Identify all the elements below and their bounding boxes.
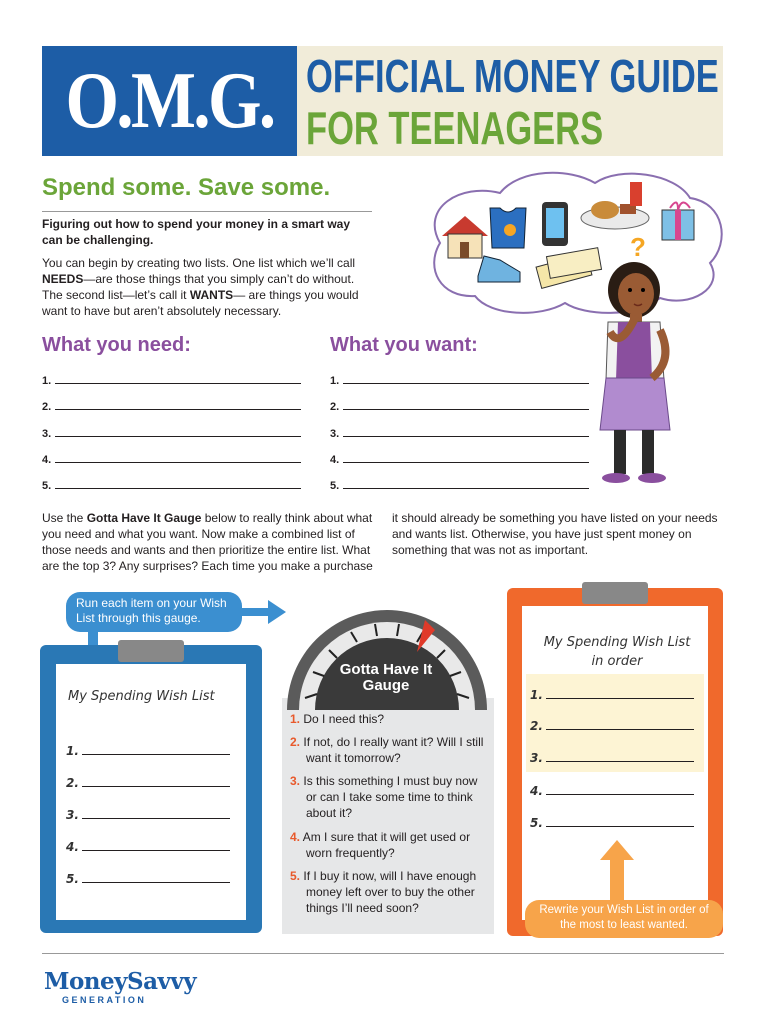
logo-subtext: GENERATION xyxy=(62,995,147,1005)
gauge-name: Gotta Have It Gauge xyxy=(86,511,202,525)
girl-illustration xyxy=(590,260,680,490)
question-num: 1. xyxy=(290,712,301,726)
ordered-num: 5. xyxy=(530,816,543,830)
wish-line-3[interactable] xyxy=(66,808,230,822)
wish-line-5[interactable] xyxy=(66,872,230,886)
run-gauge-callout: Run each item on your Wish List through this gauge. xyxy=(66,592,242,632)
question-text: Do I need this? xyxy=(303,712,385,726)
page-subtitle: Spend some. Save some. xyxy=(42,174,331,201)
gauge-text-2: below to really think about what you need and what you want. Now make a combined list of those needs and wants and then prioritize the entire list. What are the top 3? Any surprises? Each time you make a purchase xyxy=(42,511,373,573)
needs-num: 3. xyxy=(42,428,52,440)
needs-line-3[interactable] xyxy=(42,427,301,440)
gauge-text-1: Use the xyxy=(42,511,87,525)
question-text: If not, do I really want it? Will I still want it tomorrow? xyxy=(303,735,484,765)
needs-line-1[interactable] xyxy=(42,374,301,387)
needs-line-2[interactable] xyxy=(42,400,301,413)
wants-num: 2. xyxy=(330,401,340,413)
phone-icon xyxy=(542,202,568,246)
intro-text-3: — are things you would want to have but aren’t absolutely necessary. xyxy=(42,288,359,318)
wants-num: 1. xyxy=(330,375,340,387)
gauge-label xyxy=(330,662,442,694)
ordered-title-line1: My Spending Wish List xyxy=(543,635,691,650)
needs-num: 1. xyxy=(42,375,52,387)
question-text: Is this something I must buy now or can I take some time to think about it? xyxy=(303,774,478,820)
wish-num: 5. xyxy=(66,872,79,886)
thought-bubble-illustration xyxy=(420,168,730,318)
wish-num: 4. xyxy=(66,840,79,854)
needs-num: 4. xyxy=(42,454,52,466)
needs-title: What you need: xyxy=(42,334,191,356)
gauge-question-2 xyxy=(290,734,490,766)
header-title-line2: FOR TEENAGERS xyxy=(306,102,604,154)
ordered-line-2[interactable] xyxy=(530,719,694,733)
ordered-num: 2. xyxy=(530,719,543,733)
gauge-label-line2: Gauge xyxy=(362,677,410,694)
question-num: 5. xyxy=(290,869,301,883)
question-text: If I buy it now, will I have enough money left over to buy the other things I’ll need soon? xyxy=(303,869,477,915)
ordered-num: 1. xyxy=(530,688,543,702)
header-title-line1: OFFICIAL MONEY GUIDE xyxy=(306,50,719,102)
wish-list-title: My Spending Wish List xyxy=(68,689,215,704)
gauge-question-1 xyxy=(290,711,490,727)
wish-line-2[interactable] xyxy=(66,776,230,790)
wants-title: What you want: xyxy=(330,334,478,356)
wish-line-1[interactable] xyxy=(66,744,230,758)
wish-num: 2. xyxy=(66,776,79,790)
ordered-line-1[interactable] xyxy=(530,688,694,702)
arrow-up-icon xyxy=(600,840,634,904)
wants-line-3[interactable] xyxy=(330,427,589,440)
divider xyxy=(42,211,372,212)
intro-paragraph xyxy=(42,255,372,319)
wants-num: 5. xyxy=(330,480,340,492)
needs-line-5[interactable] xyxy=(42,479,301,492)
ordered-list-title xyxy=(532,633,702,671)
ordered-title-line2: in order xyxy=(591,654,643,669)
clipboard-clip-icon xyxy=(118,640,184,662)
omg-title: O.M.G. xyxy=(65,57,274,145)
needs-num: 5. xyxy=(42,480,52,492)
wants-line-4[interactable] xyxy=(330,453,589,466)
question-text: Am I sure that it will get used or worn frequently? xyxy=(302,830,471,860)
needs-num: 2. xyxy=(42,401,52,413)
wants-num: 4. xyxy=(330,454,340,466)
wants-term: WANTS xyxy=(189,288,234,302)
intro-text-2: —are those things that you simply can’t do without. The second list—let’s call it xyxy=(42,272,355,302)
gauge-label-line1: Gotta Have It xyxy=(339,661,433,678)
ordered-line-3[interactable] xyxy=(530,751,694,765)
question-num: 4. xyxy=(290,830,301,844)
ordered-num: 3. xyxy=(530,751,543,765)
ordered-num: 4. xyxy=(530,784,543,798)
jersey-icon xyxy=(490,208,526,248)
ordered-line-4[interactable] xyxy=(530,784,694,798)
gauge-instructions-col2: it should already be something you have listed on your needs and wants list. Otherwise, you have just spent money on something that was not as important. xyxy=(392,511,718,557)
wants-num: 3. xyxy=(330,428,340,440)
wants-line-5[interactable] xyxy=(330,479,589,492)
wants-line-2[interactable] xyxy=(330,400,589,413)
needs-line-4[interactable] xyxy=(42,453,301,466)
wish-line-4[interactable] xyxy=(66,840,230,854)
clipboard-clip-icon xyxy=(582,582,648,604)
lead-paragraph: Figuring out how to spend your money in a smart way can be challenging. xyxy=(42,217,351,247)
wants-line-1[interactable] xyxy=(330,374,589,387)
footer-divider xyxy=(42,953,724,954)
rewrite-callout: Rewrite your Wish List in order of the most to least wanted. xyxy=(525,900,723,938)
ordered-line-5[interactable] xyxy=(530,816,694,830)
wish-num: 3. xyxy=(66,808,79,822)
gauge-question-4 xyxy=(290,829,490,861)
gauge-instructions-col1 xyxy=(42,510,377,574)
gauge-question-5 xyxy=(290,868,490,916)
intro-text-1: You can begin by creating two lists. One list which we’ll call xyxy=(42,256,356,270)
gauge-question-3 xyxy=(290,773,490,821)
question-num: 2. xyxy=(290,735,301,749)
question-mark-icon: ? xyxy=(630,232,646,262)
moneysavvy-logo xyxy=(44,968,196,1005)
question-num: 3. xyxy=(290,774,301,788)
needs-term: NEEDS xyxy=(42,272,84,286)
logo-wordmark: MoneySavvy xyxy=(44,968,197,995)
wish-num: 1. xyxy=(66,744,79,758)
